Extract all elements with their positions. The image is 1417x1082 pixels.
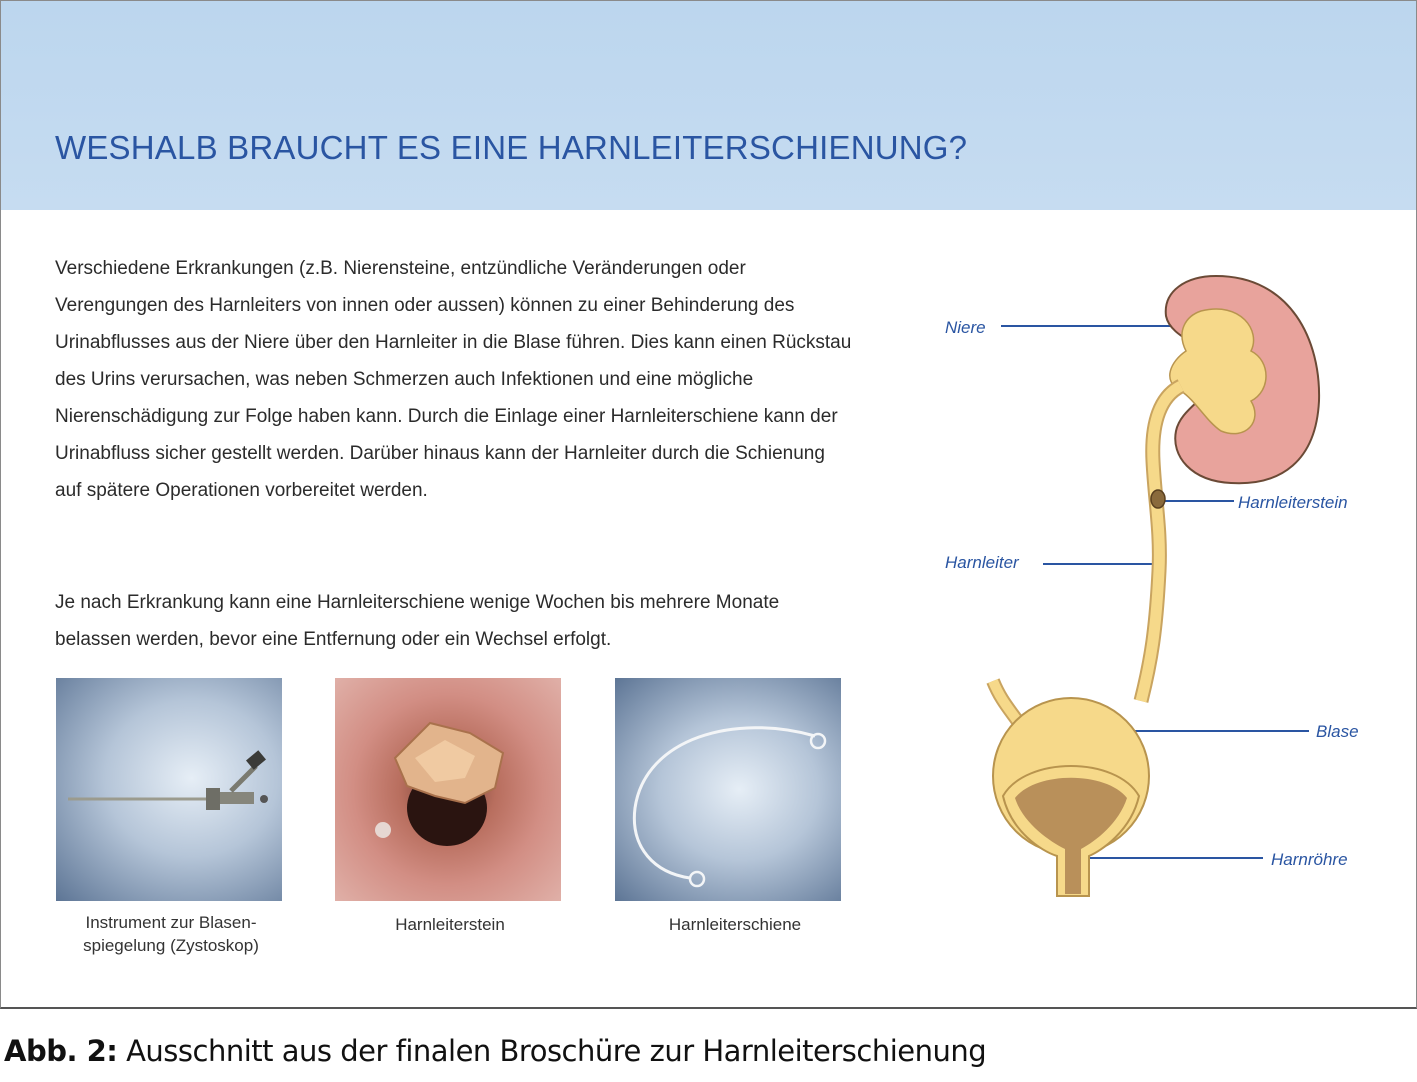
- stone-caption: Harnleiterstein: [395, 915, 505, 934]
- cystoscope-caption: Instrument zur Blasen- spiegelung (Zystoskop): [83, 913, 259, 955]
- label-bladder: Blase: [1316, 722, 1359, 741]
- page-title: WESHALB BRAUCHT ES EINE HARNLEITERSCHIENUNG?: [55, 129, 968, 166]
- figure-caption: [4, 1034, 986, 1068]
- cystoscope-photo: [56, 678, 282, 901]
- label-urethra: Harnröhre: [1271, 850, 1348, 869]
- intro-paragraph: Verschiedene Erkrankungen (z.B. Nierensteine, entzündliche Veränderungen oder Verengungen des Harnleiters von innen oder aussen) können zu einer Behinderung des Urinabflusses aus der Niere über den Harnleiter in die Blase führen. Dies kann einen Rückstau des Urins verursachen, was neben Schmerzen auch Infektionen und eine mögliche Nierenschädigung zur Folge haben kann. Durch die Einlage einer Harnleiterschiene kann der Urinabfluss sicher gestellt werden. Darüber hinaus kann der Harnleiter durch die Schienung auf spätere Operationen vorbereitet werden.: [55, 258, 852, 501]
- stent-caption: Harnleiterschiene: [668, 915, 802, 934]
- figure-caption-text: Ausschnitt aus der finalen Broschüre zur Harnleiterschienung: [117, 1034, 987, 1068]
- label-ureter-stone: Harnleiterstein: [1238, 493, 1348, 512]
- duration-paragraph: Je nach Erkrankung kann eine Harnleiterschiene wenige Wochen bis mehrere Monate belassen werden, bevor eine Entfernung oder ein Wechsel erfolgt.: [55, 592, 780, 650]
- ureter-stent-photo: [615, 678, 841, 901]
- header-band: [1, 1, 1416, 210]
- label-kidney: Niere: [945, 318, 986, 337]
- ureter-stone-photo: [335, 678, 561, 901]
- label-ureter: Harnleiter: [945, 553, 1019, 572]
- figure-caption-label: Abb. 2:: [4, 1034, 118, 1068]
- urinary-tract-diagram: [931, 271, 1401, 911]
